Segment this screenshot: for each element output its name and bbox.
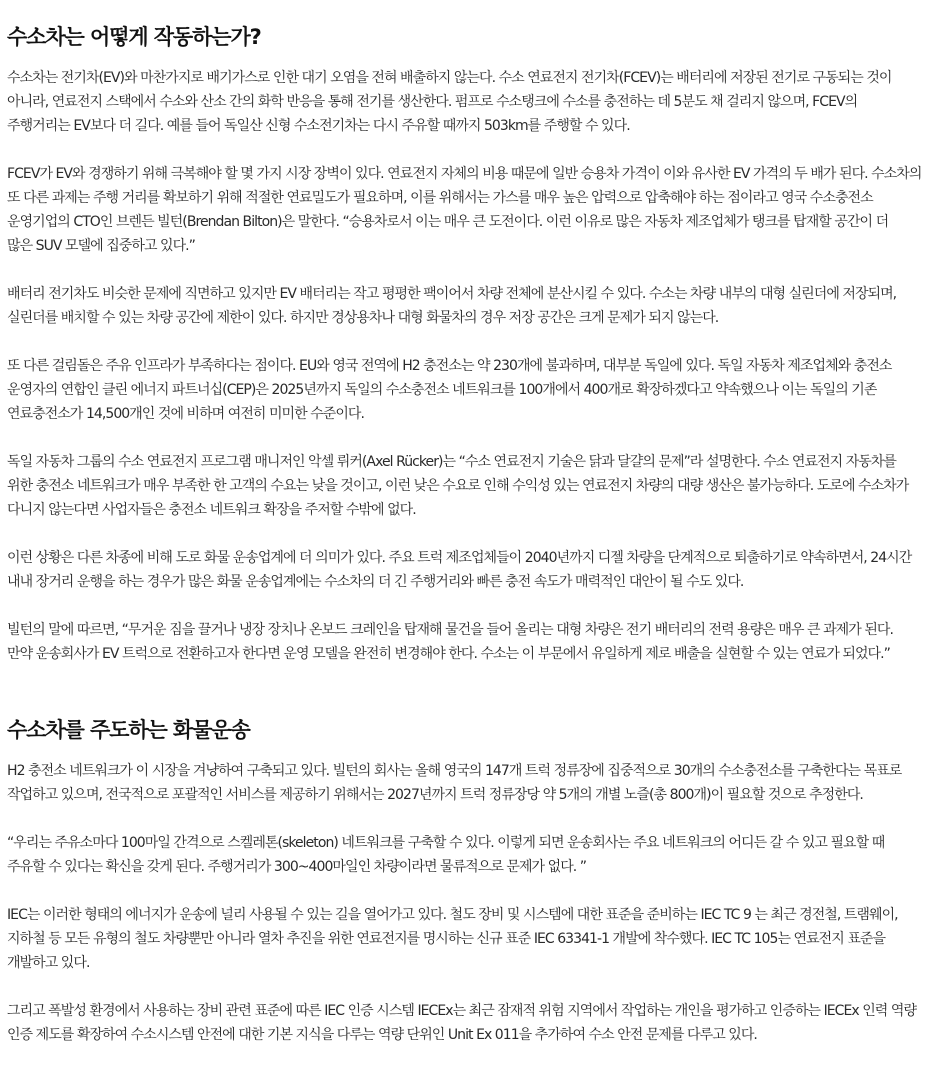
text-line: 내내 장거리 운행을 하는 경우가 많은 화물 운송업계에는 수소차의 더 긴 주행거리와 빠른 충전 속도가 매력적인 대안이 될 수도 있다. <box>7 574 744 590</box>
text-line: 실린더를 배치할 수 있는 차량 공간에 제한이 있다. 하지만 경상용차나 대형 화물차의 경우 저장 공간은 크게 문제가 되지 않는다. <box>7 310 719 326</box>
text-line: FCEV가 EV와 경쟁하기 위해 극복해야 할 몇 가지 시장 장벽이 있다. 연료전지 자체의 비용 때문에 일반 승용차 가격이 이와 유사한 EV 가격의 두 배가 된다. 수소차의 <box>7 166 922 182</box>
text-line: 주유할 수 있다는 확신을 갖게 된다. 주행거리가 300~400마일인 차량이라면 물류적으로 문제가 없다. ” <box>7 859 587 875</box>
text-line: 다니지 않는다면 사업자들은 충전소 네트워크 확장을 주저할 수밖에 없다. <box>7 502 416 518</box>
paragraph <box>7 282 950 330</box>
text-line: 지하철 등 모든 유형의 철도 차량뿐만 아니라 열차 추진을 위한 연료전지를 명시하는 신규 표준 IEC 63341-1 개발에 착수했다. IEC TC 105는 연료전지 표준을 <box>7 931 886 947</box>
paragraph <box>7 354 950 426</box>
text-line: 작업하고 있으며, 전국적으로 포괄적인 서비스를 제공하기 위해서는 2027년까지 트럭 정류장당 약 5개의 개별 노즐(총 800개)이 필요할 것으로 추정한다. <box>7 787 863 803</box>
text-line: 운영자의 연합인 클린 에너지 파트너십(CEP)은 2025년까지 독일의 수소충전소 네트워크를 100개에서 400개로 확장하겠다고 약속했으나 이는 독일의 기존 <box>7 382 877 398</box>
section-heading-freight: 수소차를 주도하는 화물운송 <box>7 718 250 742</box>
text-line: H2 충전소 네트워크가 이 시장을 겨냥하여 구축되고 있다. 빌턴의 회사는 올해 영국의 147개 트럭 정류장에 집중적으로 30개의 수소충전소를 구축한다는 목표로 <box>7 763 902 779</box>
text-line: 만약 운송회사가 EV 트럭으로 전환하고자 한다면 운영 모델을 완전히 변경해야 한다. 수소는 이 부문에서 유일하게 제로 배출을 실현할 수 있는 연료가 되었다.” <box>7 646 890 662</box>
paragraph <box>7 162 950 258</box>
paragraph <box>7 450 950 522</box>
text-line: 운영기업의 CTO인 브렌든 빌턴(Brendan Bilton)은 말한다. “승용차로서 이는 매우 큰 도전이다. 이런 이유로 많은 자동차 제조업체가 탱크를 탑재할 공간이 더 <box>7 214 889 230</box>
text-line: 또 다른 과제는 주행 거리를 확보하기 위해 적절한 연료밀도가 필요하며, 이를 위해서는 가스를 매우 높은 압력으로 압축해야 하는 점이라고 영국 수소충전소 <box>7 190 873 206</box>
text-line: 빌턴의 말에 따르면, “무거운 짐을 끌거나 냉장 장치나 온보드 크레인을 탑재해 물건을 들어 올리는 대형 차량은 전기 배터리의 전력 용량은 매우 큰 과제가 된다. <box>7 622 893 638</box>
text-line: 연료충전소가 14,500개인 것에 비하며 여전히 미미한 수준이다. <box>7 406 364 422</box>
text-line: 그리고 폭발성 환경에서 사용하는 장비 관련 표준에 따른 IEC 인증 시스템 IECEx는 최근 잠재적 위험 지역에서 작업하는 개인을 평가하고 인증하는 IECEx 인력 역량 <box>7 1003 917 1019</box>
section-heading-how-it-works: 수소차는 어떻게 작동하는가? <box>7 25 261 49</box>
text-line: “우리는 주유소마다 100마일 간격으로 스켈레톤(skeleton) 네트워크를 구축할 수 있다. 이렇게 되면 운송회사는 주요 네트워크의 어디든 갈 수 있고 필요할 때 <box>7 835 885 851</box>
text-line: 아니라, 연료전지 스택에서 수소와 산소 간의 화학 반응을 통해 전기를 생산한다. 펌프로 수소탱크에 수소를 충전하는 데 5분도 채 걸리지 않으며, FCEV의 <box>7 94 858 110</box>
paragraph <box>7 546 950 594</box>
text-line: 위한 충전소 네트워크가 매우 부족한 한 고객의 수요는 낮을 것이고, 이런 낮은 수요로 인해 수익성 있는 연료전지 차량의 대량 생산은 불가능하다. 도로에 수소차가 <box>7 478 909 494</box>
paragraph <box>7 903 950 975</box>
text-line: 이런 상황은 다른 차종에 비해 도로 화물 운송업계에 더 의미가 있다. 주요 트럭 제조업체들이 2040년까지 디젤 차량을 단계적으로 퇴출하기로 약속하면서, 24시간 <box>7 550 912 566</box>
text-line: 많은 SUV 모델에 집중하고 있다.” <box>7 238 195 254</box>
paragraph <box>7 618 950 666</box>
text-line: 인증 제도를 확장하여 수소시스템 안전에 대한 기본 지식을 다루는 역량 단위인 Unit Ex 011을 추가하여 수소 안전 문제를 다루고 있다. <box>7 1027 757 1043</box>
text-line: IEC는 이러한 형태의 에너지가 운송에 널리 사용될 수 있는 길을 열어가고 있다. 철도 장비 및 시스템에 대한 표준을 준비하는 IEC TC 9 는 최근 경전철, 트램웨이, <box>7 907 898 923</box>
text-line: 수소차는 전기차(EV)와 마찬가지로 배기가스로 인한 대기 오염을 전혀 배출하지 않는다. 수소 연료전지 전기차(FCEV)는 배터리에 저장된 전기로 구동되는 것이 <box>7 70 892 86</box>
text-line: 배터리 전기차도 비슷한 문제에 직면하고 있지만 EV 배터리는 작고 평평한 팩이어서 차량 전체에 분산시킬 수 있다. 수소는 차량 내부의 대형 실린더에 저장되며, <box>7 286 897 302</box>
paragraph <box>7 66 950 138</box>
paragraph <box>7 999 950 1047</box>
paragraph <box>7 759 950 807</box>
text-line: 주행거리는 EV보다 더 길다. 예를 들어 독일산 신형 수소전기차는 다시 주유할 때까지 503km를 주행할 수 있다. <box>7 118 630 134</box>
text-line: 또 다른 걸림돌은 주유 인프라가 부족하다는 점이다. EU와 영국 전역에 H2 충전소는 약 230개에 불과하며, 대부분 독일에 있다. 독일 자동차 제조업체와 충전소 <box>7 358 892 374</box>
text-line: 독일 자동차 그룹의 수소 연료전지 프로그램 매니저인 악셀 뤼커(Axel Rücker)는 “수소 연료전지 기술은 닭과 달걀의 문제”라 설명한다. 수소 연료전지 자동차를 <box>7 454 897 470</box>
text-line: 개발하고 있다. <box>7 955 90 971</box>
paragraph <box>7 831 950 879</box>
